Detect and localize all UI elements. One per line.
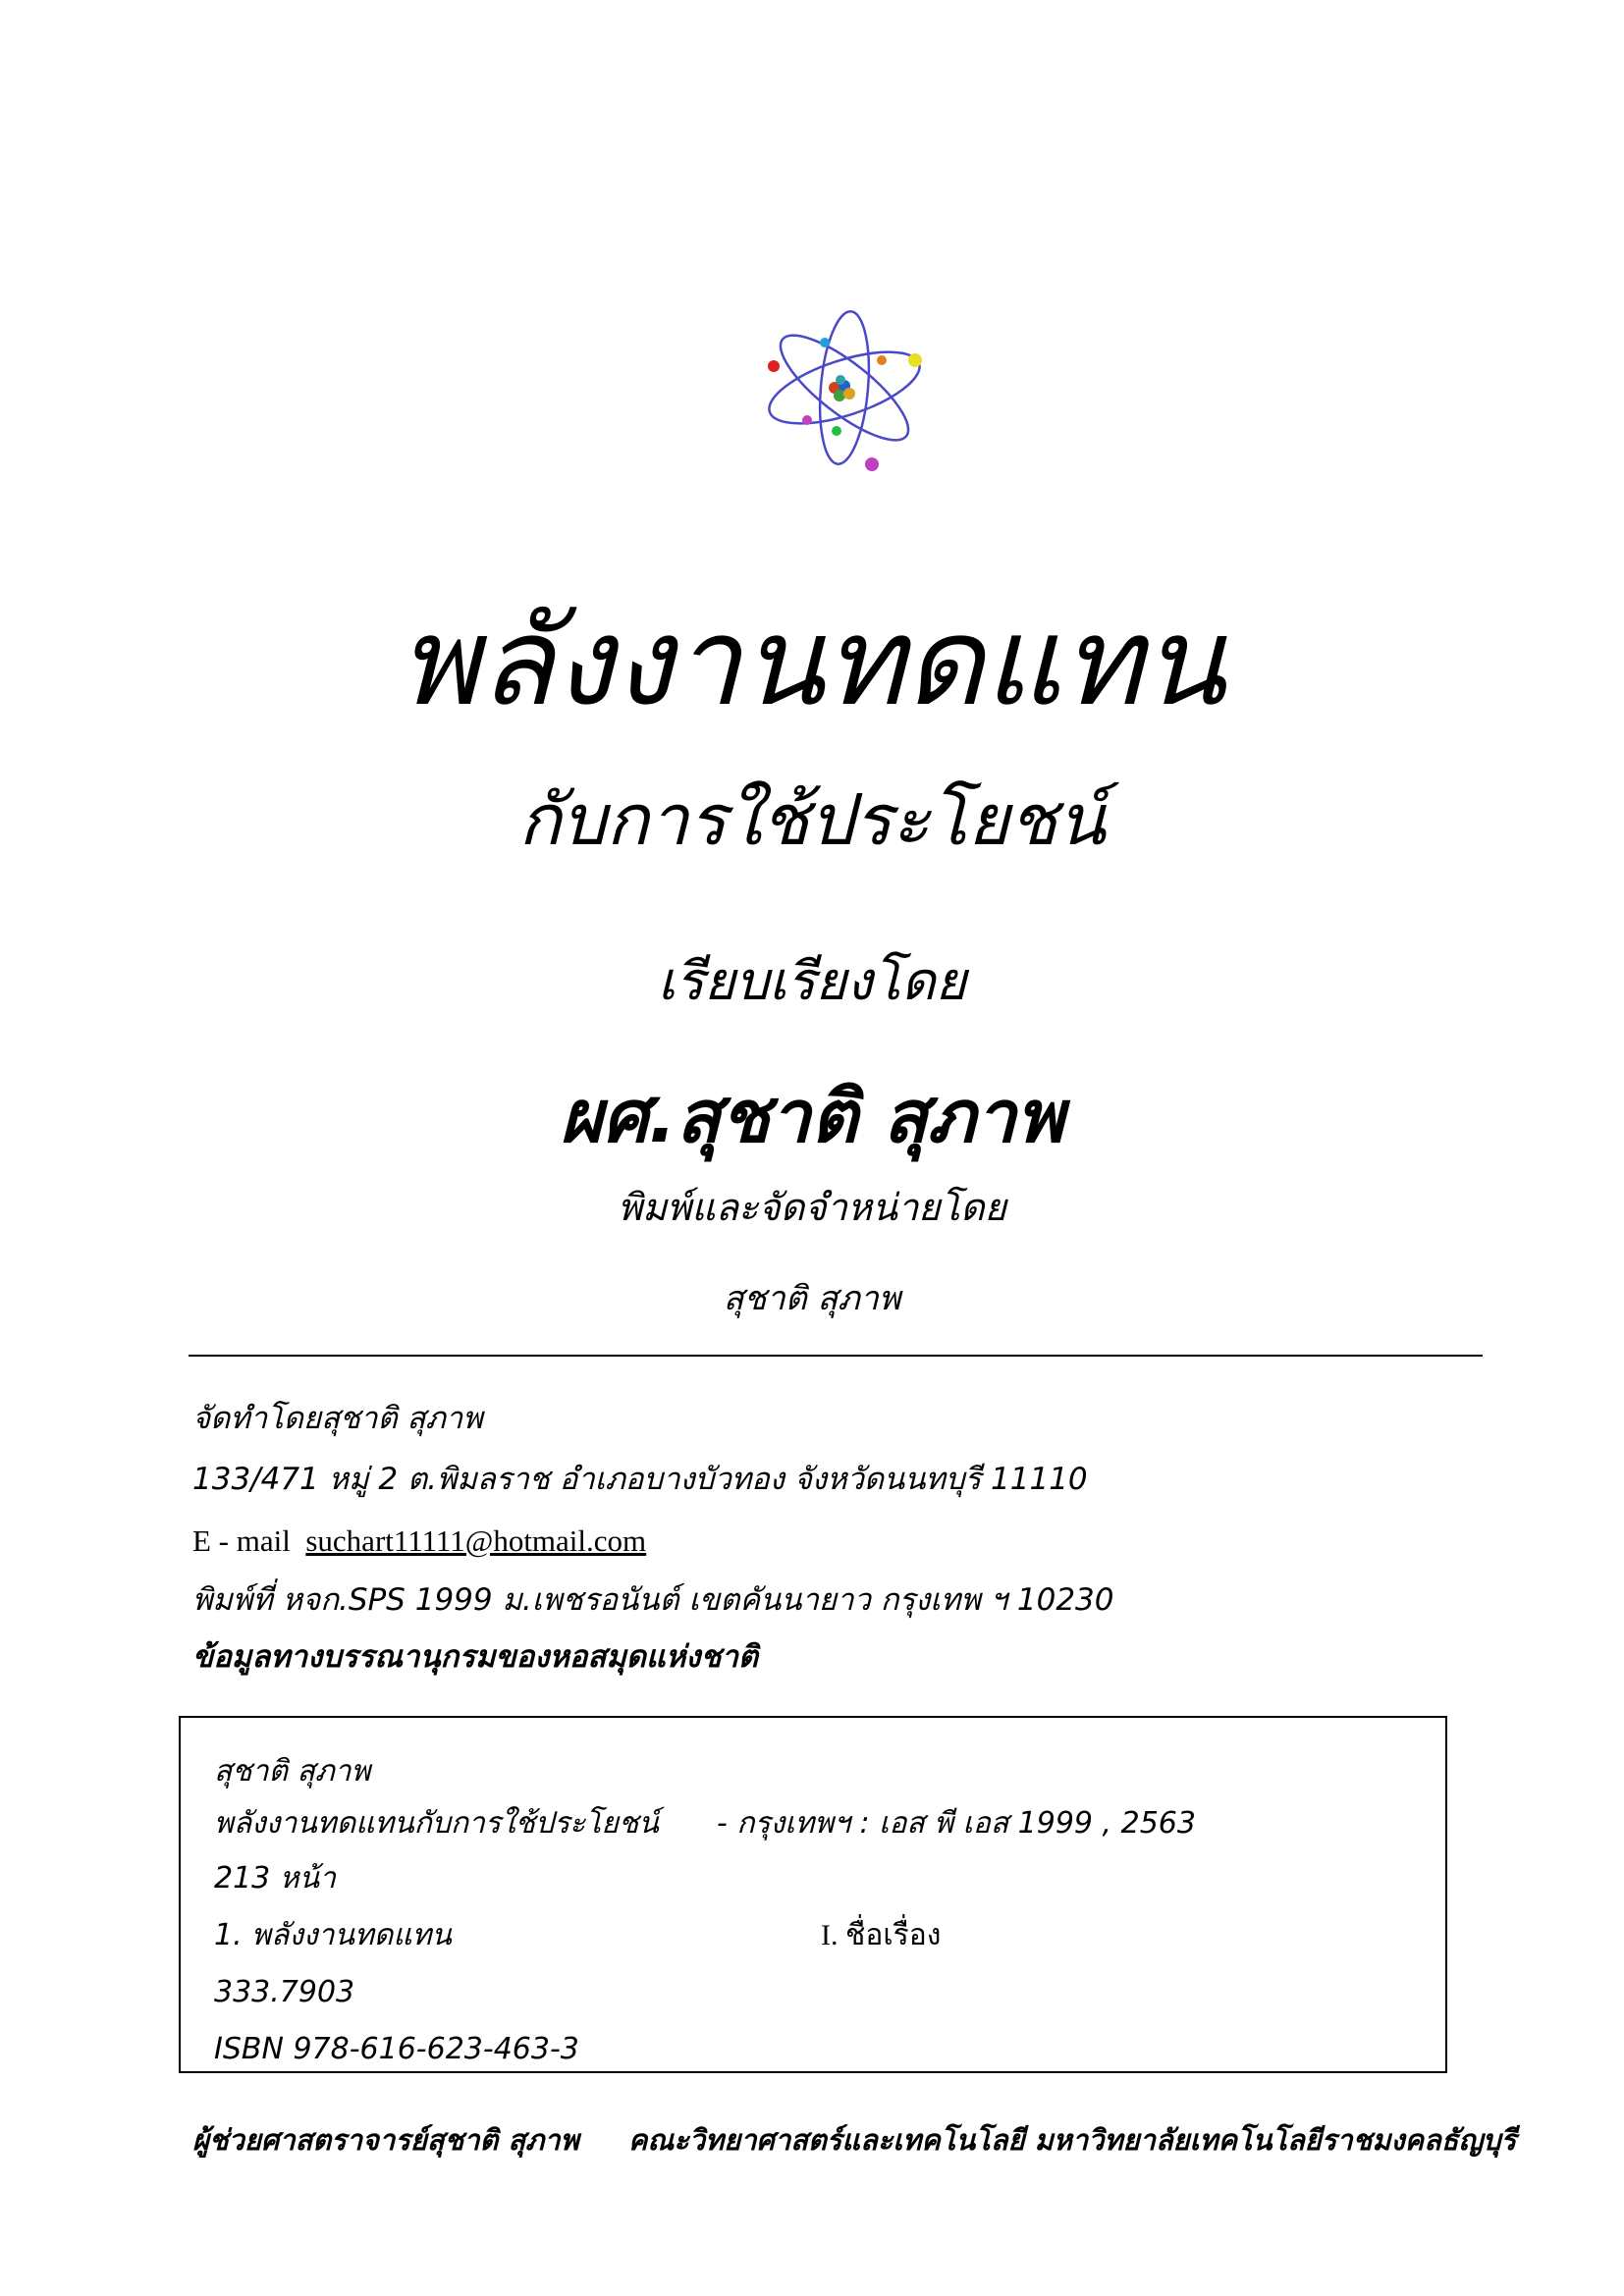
publisher-name: สุชาติ สุภาพ [723, 1279, 901, 1318]
cip-isbn: ISBN 978-616-623-463-3 [214, 2032, 579, 2066]
printed-at: พิมพ์ที่ หจก.SPS 1999 ม.เพชรอนันต์ เขตคันนายาว กรุงเทพ ฯ 10230 [192, 1582, 1114, 1618]
cip-title: พลังงานทดแทนกับการใช้ประโยชน์ [214, 1806, 659, 1841]
footer-affiliation: คณะวิทยาศาสตร์และเทคโนโลยี มหาวิทยาลัยเทคโนโลยีราชมงคลธัญบุรี [628, 2123, 1517, 2157]
cip-author: สุชาติ สุภาพ [214, 1754, 371, 1789]
cip-subject: 1. พลังงานทดแทน [214, 1918, 452, 1952]
email-link[interactable]: suchart11111@hotmail.com [305, 1523, 647, 1558]
email-label: E - mail [192, 1523, 291, 1558]
divider [189, 1355, 1483, 1357]
compiled-by-label: เรียบเรียงโดย [657, 950, 967, 1012]
cip-heading: ข้อมูลทางบรรณานุกรมของหอสมุดแห่งชาติ [192, 1639, 759, 1675]
footer-author: ผู้ช่วยศาสตราจารย์สุชาติ สุภาพ [192, 2123, 579, 2157]
book-title: พลังงานทดแทน [399, 592, 1225, 733]
cip-imprint: - กรุงเทพฯ : เอส พี เอส 1999 , 2563 [717, 1806, 1196, 1841]
cip-classification: 333.7903 [214, 1975, 355, 2009]
book-subtitle: กับการใช้ประโยชน์ [517, 778, 1106, 861]
prepared-by: จัดทำโดยสุชาติ สุภาพ [192, 1401, 483, 1436]
email-line [192, 1522, 646, 1561]
address: 133/471 หมู่ 2 ต.พิมลราช อำเภอบางบัวทอง จังหวัดนนทบุรี 11110 [192, 1462, 1088, 1497]
publisher-label: พิมพ์และจัดจำหน่ายโดย [618, 1186, 1006, 1229]
author-name: ผศ.สุชาติ สุภาพ [560, 1075, 1064, 1159]
atom-icon [756, 309, 933, 486]
cip-title-entry: I. ชื่อเรื่อง [821, 1919, 942, 1951]
cip-pages: 213 หน้า [214, 1861, 336, 1896]
